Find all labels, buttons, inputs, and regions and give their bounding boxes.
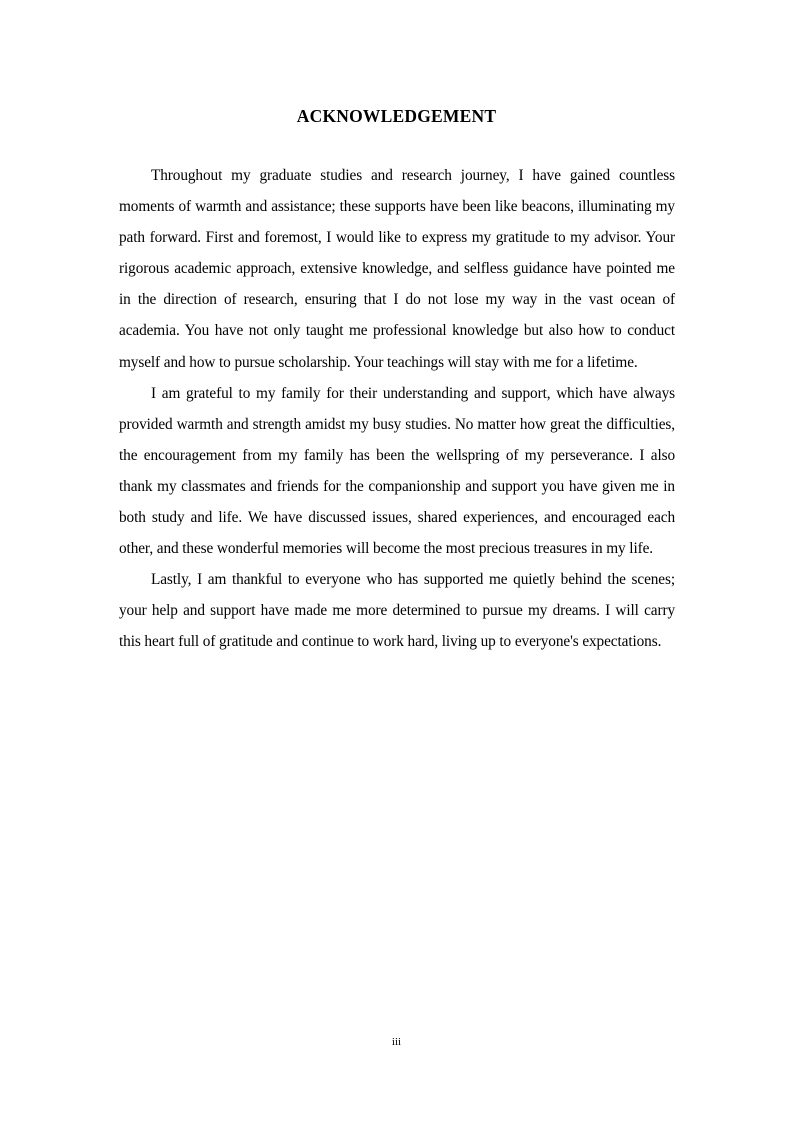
paragraph-family-friends: I am grateful to my family for their understanding and support, which have always provided warmth and strength amidst my busy studies. No matter how great the difficulties, the encouragement from my family has been the wellspring of my perseverance. I also thank my classmates and friends for the companionship and support you have given me in both study and life. We have discussed issues, shared experiences, and encouraged each other, and these wonderful memories will become the most precious treasures in my life. (119, 384, 675, 558)
paragraph-advisor: Throughout my graduate studies and research journey, I have gained countless moments of warmth and assistance; these supports have been like beacons, illuminating my path forward. First and foremost, I would like to express my gratitude to my advisor. Your rigorous academic approach, extensive knowledge, and selfless guidance have pointed me in the direction of research, ensuring that I do not lose my way in the vast ocean of academia. You have not only taught me professional knowledge but also how to conduct myself and how to pursue scholarship. Your teachings will stay with me for a lifetime. (119, 167, 675, 371)
acknowledgement-body (119, 160, 675, 658)
page-title: ACKNOWLEDGEMENT (296, 106, 497, 126)
paragraph-closing: Lastly, I am thankful to everyone who has supported me quietly behind the scenes; your help and support have made me more determined to pursue my dreams. I will carry this heart full of gratitude and continue to work hard, living up to everyone's expectations. (119, 571, 675, 651)
page-number: iii (391, 1036, 402, 1048)
